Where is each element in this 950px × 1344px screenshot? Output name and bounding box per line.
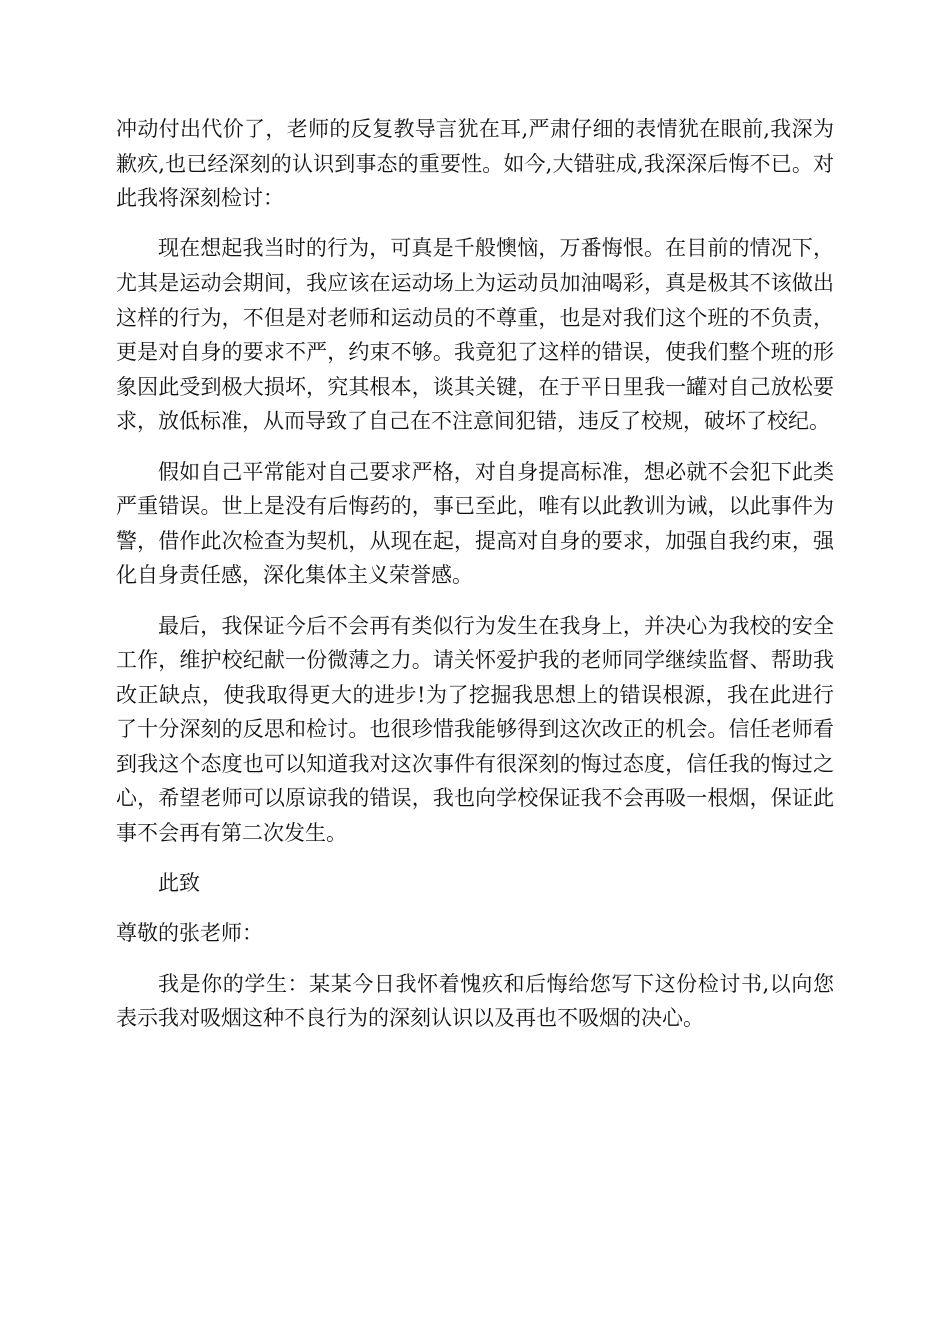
addressee-line: 尊敬的张老师： bbox=[116, 921, 263, 946]
paragraph-promise: 最后，我保证今后不会再有类似行为发生在我身上，并决心为我校的安全工作，维护校纪献一份微薄之力。请关怀爱护我的老师同学继续监督、帮助我改正缺点，使我取得更大的进步!为了挖掘我思想上的错误根源，我在此进行了十分深刻的反思和检讨。也很珍惜我能够得到这次改正的机会。信任老师看到我这个态度也可以知道我对这次事件有很深刻的悔过态度，信任我的悔过之心，希望老师可以原谅我的错误，我也向学校保证我不会再吸一根烟，保证此事不会再有第二次发生。 bbox=[116, 613, 834, 846]
paragraph-opening: 我是你的学生：某某今日我怀着愧疚和后悔给您写下这份检讨书,以向您表示我对吸烟这种不良行为的深刻认识以及再也不吸烟的决心。 bbox=[116, 971, 834, 1031]
closing-salutation: 此致 bbox=[158, 871, 200, 896]
paragraph-lesson: 假如自己平常能对自己要求严格，对自身提高标准，想必就不会犯下此类严重错误。世上是没有后悔药的，事已至此，唯有以此教训为诫，以此事件为警，借作此次检查为契机，从现在起，提高对自身的要求，加强自我约束，强化自身责任感，深化集体主义荣誉感。 bbox=[116, 459, 834, 588]
document-body bbox=[116, 112, 834, 1051]
paragraph-continuation: 冲动付出代价了，老师的反复教导言犹在耳,严肃仔细的表情犹在眼前,我深为歉疚,也已经深刻的认识到事态的重要性。如今,大错驻成,我深深后悔不已。对此我将深刻检讨： bbox=[116, 117, 834, 211]
paragraph-reflection: 现在想起我当时的行为，可真是千般懊恼，万番悔恨。在目前的情况下，尤其是运动会期间，我应该在运动场上为运动员加油喝彩，真是极其不该做出这样的行为，不但是对老师和运动员的不尊重，也是对我们这个班的不负责，更是对自身的要求不严，约束不够。我竟犯了这样的错误，使我们整个班的形象因此受到极大损坏，究其根本，谈其关键，在于平日里我一罐对自己放松要求，放低标准，从而导致了自己在不注意间犯错，违反了校规，破坏了校纪。 bbox=[116, 236, 834, 434]
